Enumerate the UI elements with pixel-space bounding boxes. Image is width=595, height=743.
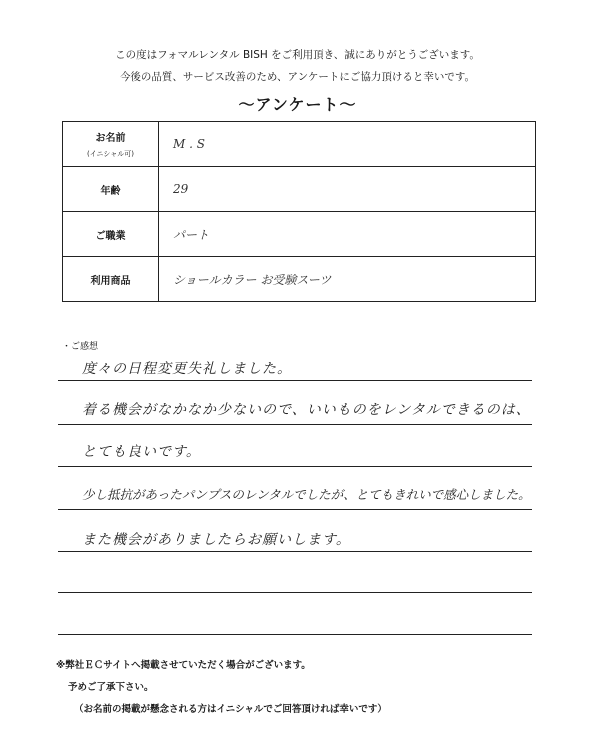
age-value: 29 <box>173 182 189 196</box>
product-label: 利用商品 <box>63 257 159 301</box>
name-value: M . S <box>173 137 205 151</box>
form-row-job <box>63 212 535 257</box>
ruled-line <box>58 592 532 593</box>
ruled-line <box>58 466 532 467</box>
page-title: ～アンケート～ <box>238 95 357 114</box>
intro-line-2: 今後の品質、サービス改善のため、アンケートにご協力頂けると幸いです。 <box>119 71 476 83</box>
name-label: お名前 <box>95 133 126 144</box>
form-row-age <box>63 167 535 212</box>
ruled-line <box>58 424 532 425</box>
age-label: 年齢 <box>63 167 159 211</box>
impression-line-2: 着る機会がなかなか少ないので、いいものをレンタルできるのは、 <box>82 402 531 418</box>
impressions-label: ・ご感想 <box>62 342 99 352</box>
note-line-1: ※弊社ＥＣサイトへ掲載させていただく場合がございます。 <box>56 660 311 671</box>
job-label: ご職業 <box>63 212 159 256</box>
impression-line-3: とても良いです。 <box>82 444 201 460</box>
name-label-cell <box>63 122 159 166</box>
impression-line-1: 度々の日程変更失礼しました。 <box>82 361 292 377</box>
ruled-line <box>58 551 532 552</box>
ruled-line <box>58 634 532 635</box>
form-row-name <box>63 122 535 167</box>
form-row-product <box>63 257 535 301</box>
job-value: パート <box>173 227 210 242</box>
intro-line-1: この度はフォマルレンタル BISH をご利用頂き、誠にありがとうございます。 <box>115 49 480 61</box>
impression-line-5: また機会がありましたらお願いします。 <box>82 532 351 548</box>
name-sublabel: (イニシャル可) <box>86 150 135 158</box>
survey-form-table <box>62 121 536 302</box>
note-line-3: （お名前の掲載が懸念される方はイニシャルでご回答頂ければ幸いです） <box>74 704 387 715</box>
ruled-line <box>58 380 532 381</box>
impression-line-4: 少し抵抗があったパンプスのレンタルでしたが、とてもきれいで感心しました。 <box>82 487 531 502</box>
product-value: ショールカラー お受験スーツ <box>173 272 332 287</box>
ruled-line <box>58 509 532 510</box>
note-line-2: 予めご了承下さい。 <box>68 682 154 693</box>
